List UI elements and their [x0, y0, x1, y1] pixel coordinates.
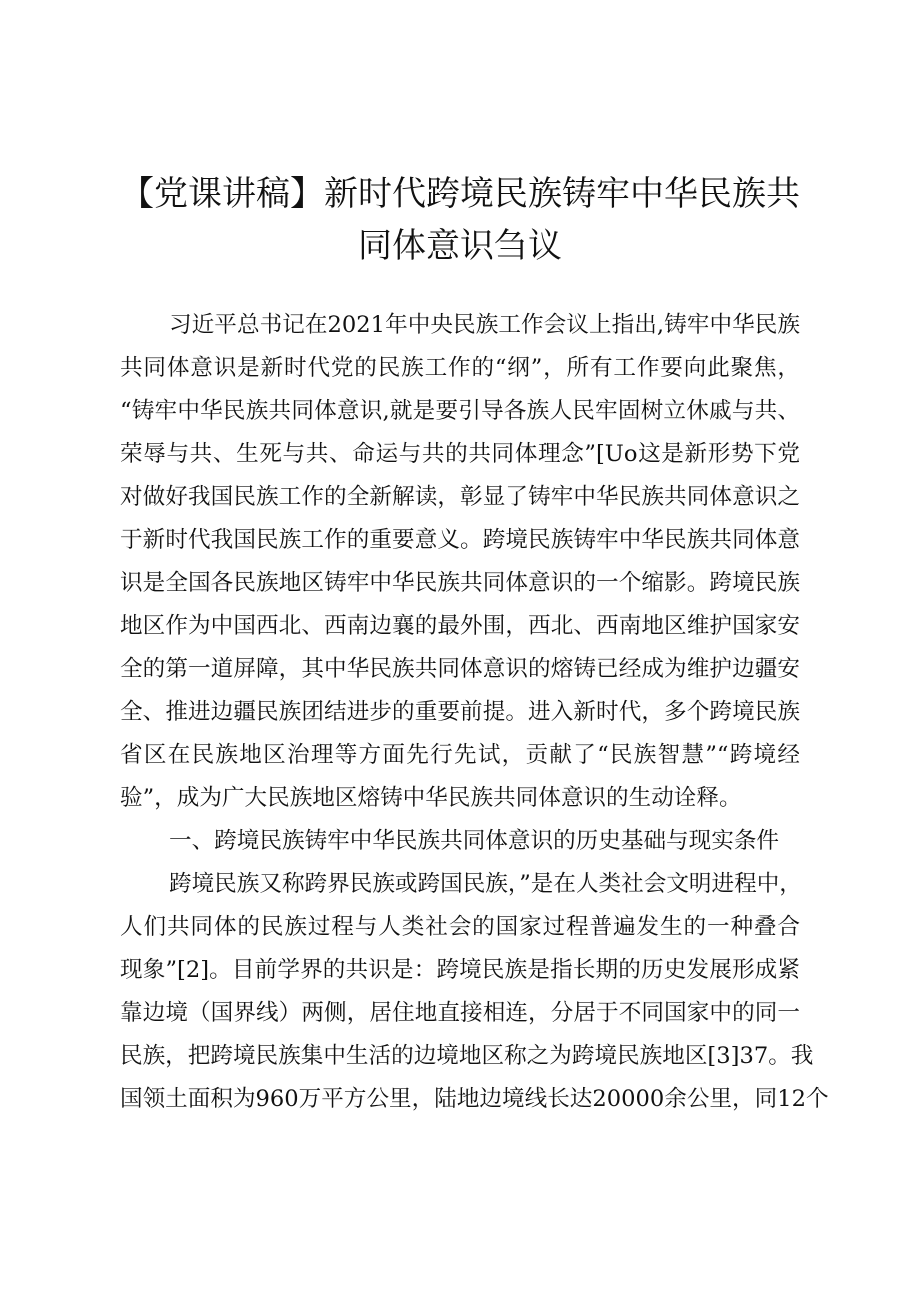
- document-title-line-2: 同体意识刍议: [358, 226, 562, 266]
- paragraph-1-line-7: 识是全国各民族地区铸牢中华民族共同体意识的一个缩影。跨境民族: [120, 570, 800, 596]
- paragraph-1-line-12: 验”，成为广大民族地区熔铸中华民族共同体意识的生动诠释。: [120, 785, 742, 811]
- paragraph-1-line-3: “铸牢中华民族共同体意识,就是要引导各族人民牢固树立休戚与共、: [120, 398, 800, 424]
- paragraph-1-line-1: 习近平总书记在2021年中央民族工作会议上指出,铸牢中华民族: [169, 312, 800, 338]
- paragraph-1-line-5: 对做好我国民族工作的全新解读，彰显了铸牢中华民族共同体意识之: [120, 484, 800, 510]
- paragraph-3-line-1: 跨境民族又称跨界民族或跨国民族，”是在人类社会文明进程中，: [169, 871, 802, 897]
- document-title-line-1: 【党课讲稿】新时代跨境民族铸牢中华民族共: [120, 174, 800, 214]
- paragraph-1-line-9: 全的第一道屏障，其中华民族共同体意识的熔铸已经成为维护边疆安: [120, 656, 800, 682]
- paragraph-1-line-4: 荣辱与共、生死与共、命运与共的共同体理念”[Uo这是新形势下党: [120, 441, 800, 467]
- paragraph-3-line-2: 人们共同体的民族过程与人类社会的国家过程普遍发生的一种叠合: [120, 914, 800, 940]
- section-heading-1: 一、跨境民族铸牢中华民族共同体意识的历史基础与现实条件: [169, 828, 780, 854]
- paragraph-1-line-6: 于新时代我国民族工作的重要意义。跨境民族铸牢中华民族共同体意: [120, 527, 800, 553]
- paragraph-1-line-11: 省区在民族地区治理等方面先行先试，贡献了“民族智慧”“跨境经: [120, 742, 800, 768]
- paragraph-1-line-10: 全、推进边疆民族团结进步的重要前提。进入新时代，多个跨境民族: [120, 699, 800, 725]
- paragraph-3-line-4: 靠边境（国界线）两侧，居住地直接相连，分居于不同国家中的同一: [120, 1000, 800, 1026]
- paragraph-1-line-2: 共同体意识是新时代党的民族工作的“纲”，所有工作要向此聚焦，: [120, 355, 800, 381]
- paragraph-3-line-6: 国领土面积为960万平方公里，陆地边境线长达20000余公里，同12个: [120, 1086, 829, 1112]
- paragraph-1-line-8: 地区作为中国西北、西南边襄的最外围，西北、西南地区维护国家安: [120, 613, 800, 639]
- paragraph-3-line-3: 现象”[2]。目前学界的共识是：跨境民族是指长期的历史发展形成紧: [120, 957, 800, 983]
- paragraph-3-line-5: 民族，把跨境民族集中生活的边境地区称之为跨境民族地区[3]37。我: [120, 1043, 814, 1069]
